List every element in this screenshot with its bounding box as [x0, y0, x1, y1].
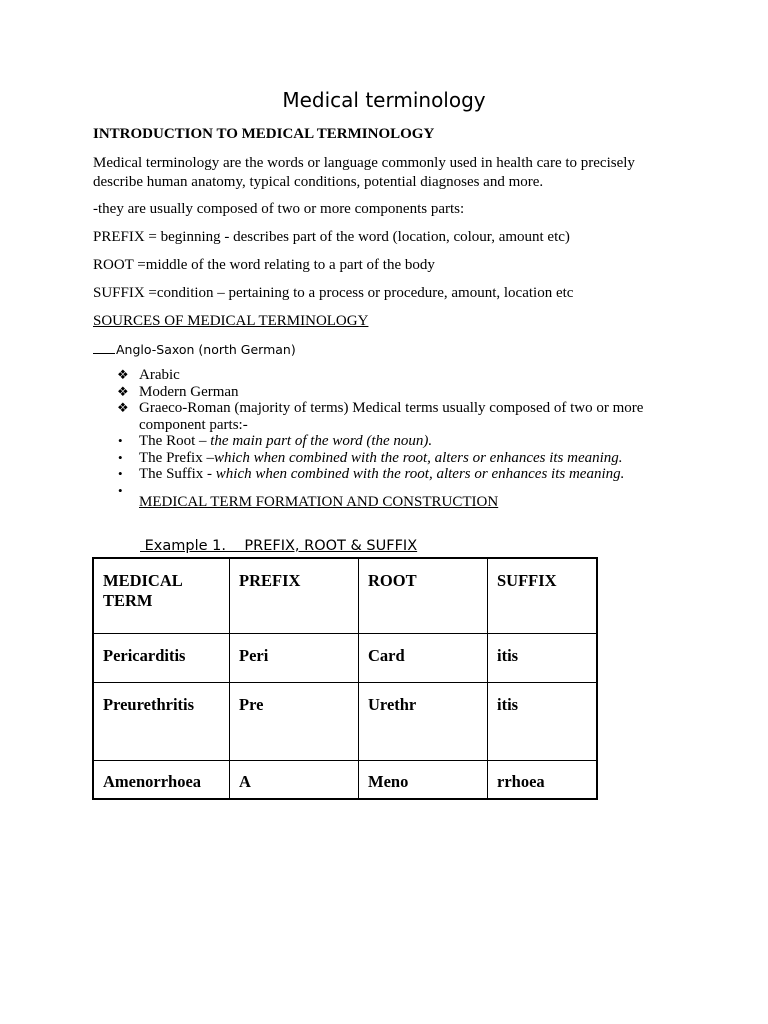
example-caption: Example 1. PREFIX, ROOT & SUFFIX — [140, 538, 418, 554]
document-title: Medical terminology — [282, 88, 486, 112]
root-definition: ROOT =middle of the word relating to a part of the body — [93, 257, 435, 273]
table-cell: Card — [359, 633, 488, 682]
bullet-icon: • — [118, 449, 123, 465]
list-item — [117, 400, 677, 433]
intro-paragraph: Medical terminology are the words or language commonly used in health care to precisely describe human anatomy, typical conditions, potential diagnoses and more. — [93, 155, 635, 190]
list-item — [117, 433, 677, 450]
table-cell: itis — [488, 682, 598, 760]
header-cell-term: MEDICAL TERM — [93, 558, 230, 633]
table-cell: rrhoea — [488, 760, 598, 799]
anglo-saxon-line — [93, 340, 693, 359]
intro-heading: INTRODUCTION TO MEDICAL TERMINOLOGY — [93, 126, 435, 142]
formation-heading: MEDICAL TERM FORMATION AND CONSTRUCTION — [139, 494, 499, 510]
bullet-icon: • — [118, 466, 123, 481]
table-cell: Meno — [359, 760, 488, 799]
table-cell: Pre — [230, 682, 359, 760]
anglo-saxon-text: Anglo-Saxon (north German) — [116, 342, 296, 357]
source-item-text: Arabic — [139, 367, 180, 383]
diamond-bullet-icon: ❖ — [117, 400, 129, 415]
list-item — [117, 367, 677, 384]
table-row — [93, 682, 597, 760]
table-header-row — [93, 558, 597, 633]
table-row — [93, 760, 597, 799]
list-item — [117, 466, 677, 483]
table-cell: Preurethritis — [93, 682, 230, 760]
header-cell-prefix: PREFIX — [230, 558, 359, 633]
suffix-definition: SUFFIX =condition – pertaining to a process or procedure, amount, location etc — [93, 285, 574, 301]
source-item-text: Modern German — [139, 383, 239, 400]
underline-blank — [93, 353, 115, 354]
part-lead: The Prefix – — [139, 449, 214, 466]
source-item-text: Graeco-Roman (majority of terms) Medical terms usually composed of two or more component parts:- — [139, 400, 644, 433]
table-row — [93, 633, 597, 682]
bullet-icon: • — [118, 433, 123, 448]
diamond-bullet-icon: ❖ — [117, 383, 129, 399]
part-lead: The Root – — [139, 433, 211, 449]
table-cell: Pericarditis — [93, 633, 230, 682]
components-line: -they are usually composed of two or more components parts: — [93, 201, 465, 217]
part-description: the main part of the word (the noun). — [210, 433, 433, 449]
terms-table — [92, 557, 598, 800]
table-cell: Peri — [230, 633, 359, 682]
table-cell: Amenorrhoea — [93, 760, 230, 799]
part-description: which when combined with the root, alters or enhances its meaning. — [215, 466, 625, 482]
list-item — [117, 450, 677, 467]
table-cell: itis — [488, 633, 598, 682]
table-cell: Urethr — [359, 682, 488, 760]
part-lead: The Suffix - — [139, 466, 216, 482]
sources-list — [117, 367, 677, 499]
header-cell-suffix: SUFFIX — [488, 558, 598, 633]
table-cell: A — [230, 760, 359, 799]
list-item — [117, 384, 677, 401]
bullet-icon: • — [118, 482, 123, 498]
part-description: which when combined with the root, alters or enhances its meaning. — [213, 449, 623, 466]
sources-heading: SOURCES OF MEDICAL TERMINOLOGY — [93, 313, 369, 329]
prefix-definition: PREFIX = beginning - describes part of the word (location, colour, amount etc) — [93, 229, 570, 245]
diamond-bullet-icon: ❖ — [117, 367, 129, 382]
header-cell-root: ROOT — [359, 558, 488, 633]
